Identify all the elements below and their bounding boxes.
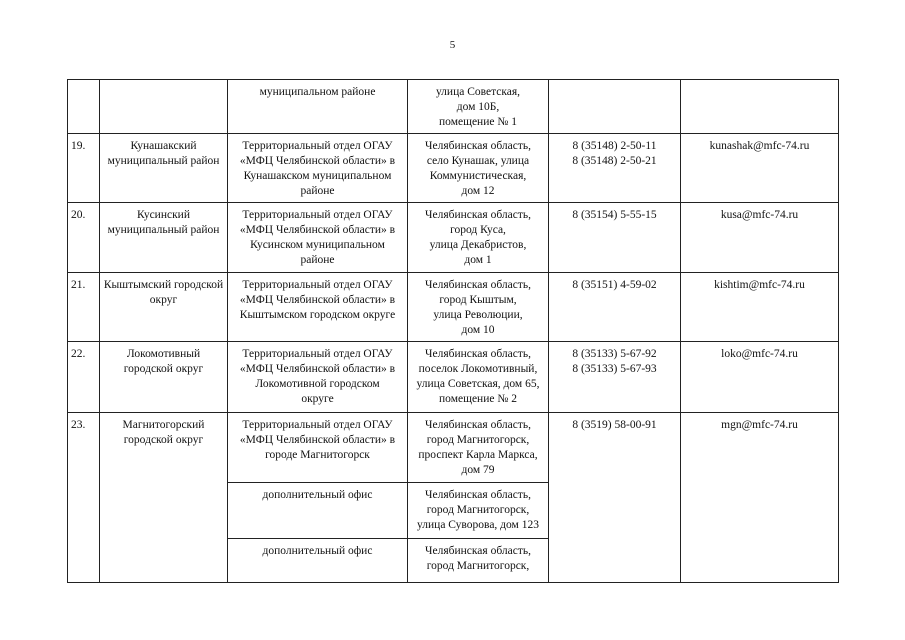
cell-num: 22. [68, 342, 100, 413]
cell-office [228, 483, 408, 539]
mfc-offices-table [67, 79, 839, 583]
cell-email [681, 273, 839, 342]
text-line: «МФЦ Челябинской области» в [239, 155, 396, 167]
email-address: kishtim@mfc-74.ru [714, 279, 805, 291]
text-line: поселок Локомотивный, [418, 363, 538, 375]
cell-email [681, 203, 839, 273]
text-line: улица Революции, [433, 309, 523, 321]
cell-num: 20. [68, 203, 100, 273]
text-line: Челябинская область, [425, 209, 531, 221]
text-line: дом 10 [461, 324, 495, 336]
text-line: Кусинском муниципальном [250, 239, 385, 251]
text-line: «МФЦ Челябинской области» в [239, 294, 396, 306]
cell-municipality [100, 80, 228, 134]
text-line: городской округ [123, 363, 204, 375]
cell-municipality [100, 134, 228, 203]
text-line: округе [301, 393, 334, 405]
cell-municipality [100, 413, 228, 583]
cell-phones [549, 203, 681, 273]
text-line: улица Декабристов, [429, 239, 527, 251]
phone-number: 8 (35133) 5-67-92 [572, 348, 657, 360]
email-address: mgn@mfc-74.ru [721, 419, 798, 431]
text-line: городской округ [123, 434, 204, 446]
text-line: Челябинская область, [425, 140, 531, 152]
text-line: муниципальном районе [259, 86, 376, 98]
phone-number: 8 (35154) 5-55-15 [572, 209, 657, 221]
phone-number: 8 (35148) 2-50-11 [572, 140, 657, 152]
text-line: «МФЦ Челябинской области» в [239, 363, 396, 375]
cell-phones [549, 273, 681, 342]
phone-number: 8 (35133) 5-67-93 [572, 363, 657, 375]
cell-office [228, 80, 408, 134]
text-line: городе Магнитогорск [265, 449, 370, 461]
text-line: Кыштымском городском округе [239, 309, 396, 321]
text-line: округ [149, 294, 178, 306]
text-line: Локомотивный [126, 348, 201, 360]
phone-number: 8 (35148) 2-50-21 [572, 155, 657, 167]
text-line: Коммунистическая, [429, 170, 527, 182]
text-line: дополнительный офис [262, 545, 373, 557]
text-line: город Кыштым, [439, 294, 517, 306]
text-line: Челябинская область, [425, 348, 531, 360]
text-line: дополнительный офис [262, 489, 373, 501]
cell-address [408, 203, 549, 273]
text-line: город Магнитогорск, [426, 560, 530, 572]
cell-email [681, 134, 839, 203]
cell-office [228, 413, 408, 483]
text-line: Челябинская область, [425, 545, 531, 557]
text-line: Территориальный отдел ОГАУ [242, 279, 393, 291]
text-line: муниципальный район [107, 155, 220, 167]
table-row [68, 342, 839, 413]
cell-address [408, 342, 549, 413]
text-line: муниципальный район [107, 224, 220, 236]
text-line: улица Советская, [435, 86, 521, 98]
text-line: дом 1 [464, 254, 492, 266]
cell-municipality [100, 273, 228, 342]
cell-address [408, 483, 549, 539]
text-line: Кунашакском муниципальном [243, 170, 392, 182]
text-line: город Куса, [450, 224, 506, 236]
text-line: «МФЦ Челябинской области» в [239, 224, 396, 236]
cell-address [408, 413, 549, 483]
text-line: Территориальный отдел ОГАУ [242, 140, 393, 152]
cell-office [228, 539, 408, 583]
text-line: Челябинская область, [425, 279, 531, 291]
cell-office [228, 203, 408, 273]
text-line: дом 12 [461, 185, 495, 197]
text-line: Территориальный отдел ОГАУ [242, 419, 393, 431]
cell-num: 23. [68, 413, 100, 583]
cell-municipality [100, 203, 228, 273]
cell-phones [549, 134, 681, 203]
cell-num: 19. [68, 134, 100, 203]
table-row-continuation [68, 80, 839, 134]
cell-phones [549, 342, 681, 413]
text-line: Локомотивной городском [255, 378, 380, 390]
text-line: районе [300, 254, 335, 266]
cell-address [408, 539, 549, 583]
cell-municipality [100, 342, 228, 413]
text-line: Магнитогорский [122, 419, 205, 431]
cell-num: 21. [68, 273, 100, 342]
text-line: Челябинская область, [425, 419, 531, 431]
cell-email [681, 80, 839, 134]
text-line: районе [300, 185, 335, 197]
email-address: loko@mfc-74.ru [721, 348, 798, 360]
cell-office [228, 342, 408, 413]
email-address: kusa@mfc-74.ru [720, 209, 799, 221]
text-line: Кыштымский городской [103, 279, 224, 291]
phone-number: 8 (35151) 4-59-02 [572, 279, 657, 291]
text-line: село Кунашак, улица [426, 155, 530, 167]
text-line: Территориальный отдел ОГАУ [242, 209, 393, 221]
cell-office [228, 273, 408, 342]
cell-address [408, 134, 549, 203]
text-line: проспект Карла Маркса, [418, 449, 538, 461]
cell-address [408, 273, 549, 342]
text-line: город Магнитогорск, [426, 434, 530, 446]
cell-email [681, 413, 839, 583]
cell-num [68, 80, 100, 134]
cell-phones [549, 413, 681, 583]
cell-address [408, 80, 549, 134]
text-line: город Магнитогорск, [426, 504, 530, 516]
table-row [68, 203, 839, 273]
text-line: «МФЦ Челябинской области» в [239, 434, 396, 446]
phone-number: 8 (3519) 58-00-91 [572, 419, 657, 431]
text-line: улица Советская, дом 65, [416, 378, 540, 390]
text-line: дом 10Б, [456, 101, 500, 113]
table-row [68, 134, 839, 203]
text-line: дом 79 [461, 464, 495, 476]
table-row [68, 413, 839, 483]
text-line: Челябинская область, [425, 489, 531, 501]
cell-phones [549, 80, 681, 134]
table-row [68, 273, 839, 342]
page-number: 5 [449, 39, 456, 51]
cell-office [228, 134, 408, 203]
text-line: помещение № 1 [439, 116, 517, 128]
text-line: улица Суворова, дом 123 [417, 519, 539, 531]
text-line: Кунашакский [130, 140, 197, 152]
text-line: помещение № 2 [439, 393, 517, 405]
cell-email [681, 342, 839, 413]
text-line: Территориальный отдел ОГАУ [242, 348, 393, 360]
email-address: kunashak@mfc-74.ru [709, 140, 810, 152]
text-line: Кусинский [137, 209, 190, 221]
